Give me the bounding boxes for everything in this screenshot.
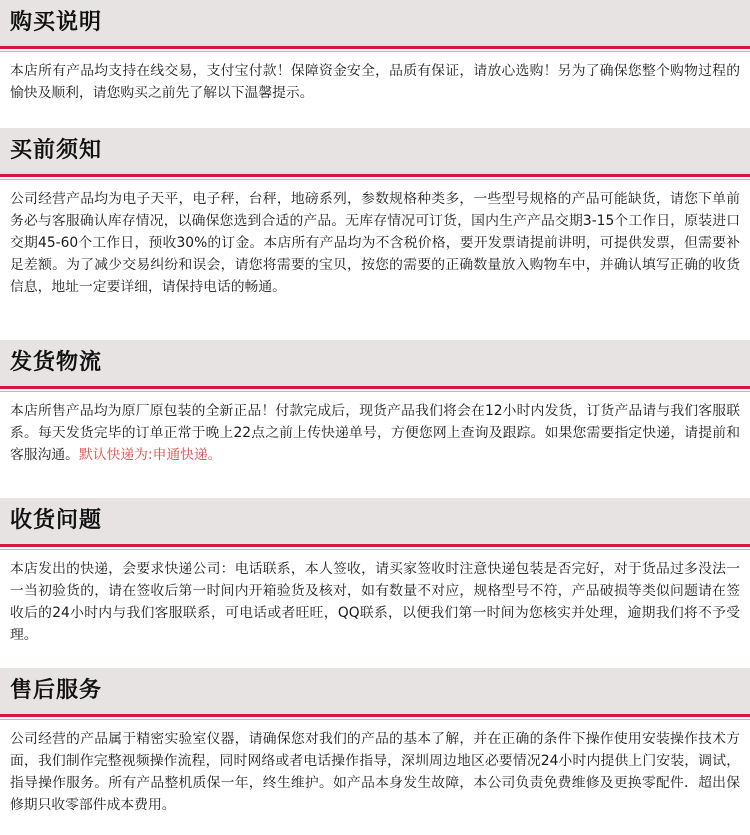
section-title: 收货问题 <box>10 508 103 533</box>
section-title: 买前须知 <box>10 138 103 163</box>
section-purchase-info <box>0 0 750 104</box>
section-header <box>0 668 750 714</box>
section-title: 发货物流 <box>10 350 103 375</box>
section-header <box>0 128 750 174</box>
section-title: 购买说明 <box>10 10 103 35</box>
default-courier-note: 默认快递为:申通快递。 <box>78 447 222 463</box>
shipping-text: 本店所售产品均为原厂原包装的全新正品！付款完成后，现货产品我们将会在12小时内发货，订货产品请与我们客服联系。每天发货完毕的订单正常于晚上22点之前上传快递单号，方便您网上查询及跟踪。如果您需要指定快递，请提前和客服沟通。 <box>10 403 740 463</box>
section-header <box>0 498 750 544</box>
section-text: 公司经营产品均为电子天平，电子秤，台秤，地磅系列，参数规格种类多，一些型号规格的产品可能缺货，请您下单前务必与客服确认库存情况，以确保您选到合适的产品。无库存情况可订货，国内生产产品交期3-15个工作日，原装进口交期45-60个工作日，预收30%的订金。本店所有产品均为不含税价格，要开发票请提前讲明，可提供发票，但需要补足差额。为了减少交易纠纷和误会，请您将需要的宝贝，按您的需要的正确数量放入购物车中，并确认填写正确的收货信息，地址一定要详细，请保持电话的畅通。 <box>10 191 740 295</box>
section-receiving <box>0 498 750 646</box>
section-text: 公司经营的产品属于精密实验室仪器，请确保您对我们的产品的基本了解，并在正确的条件下操作使用安装操作技术方面，我们制作完整视频操作流程，同时网络或者电话操作指导，深圳周边地区必要情况24小时内提供上门安装，调试，指导操作服务。所有产品整机质保一年，终生维护。如产品本身发生故障，本公司负责免费维修及更换零配件．超出保修期只收零部件成本费用。 <box>10 731 740 813</box>
section-text: 本店所有产品均支持在线交易，支付宝付款！保障资金安全，品质有保证，请放心选购！另为了确保您整个购物过程的愉快及顺利，请您购买之前先了解以下温馨提示。 <box>10 63 740 101</box>
section-after-sales <box>0 668 750 816</box>
section-text: 本店发出的快递，会要求快递公司：电话联系，本人签收，请买家签收时注意快递包装是否完好，对于货品过多没法一一当初验货的，请在签收后第一时间内开箱验货及核对，如有数量不对应，规格型号不符，产品破损等类似问题请在签收后的24小时内与我们客服联系，可电话或者旺旺，QQ联系，以便我们第一时间为您核实并处理，逾期我们将不予受理。 <box>10 561 740 643</box>
section-shipping <box>0 340 750 466</box>
section-header <box>0 0 750 46</box>
section-before-buying <box>0 128 750 298</box>
section-header <box>0 340 750 386</box>
section-title: 售后服务 <box>10 678 103 703</box>
section-text <box>0 392 750 466</box>
